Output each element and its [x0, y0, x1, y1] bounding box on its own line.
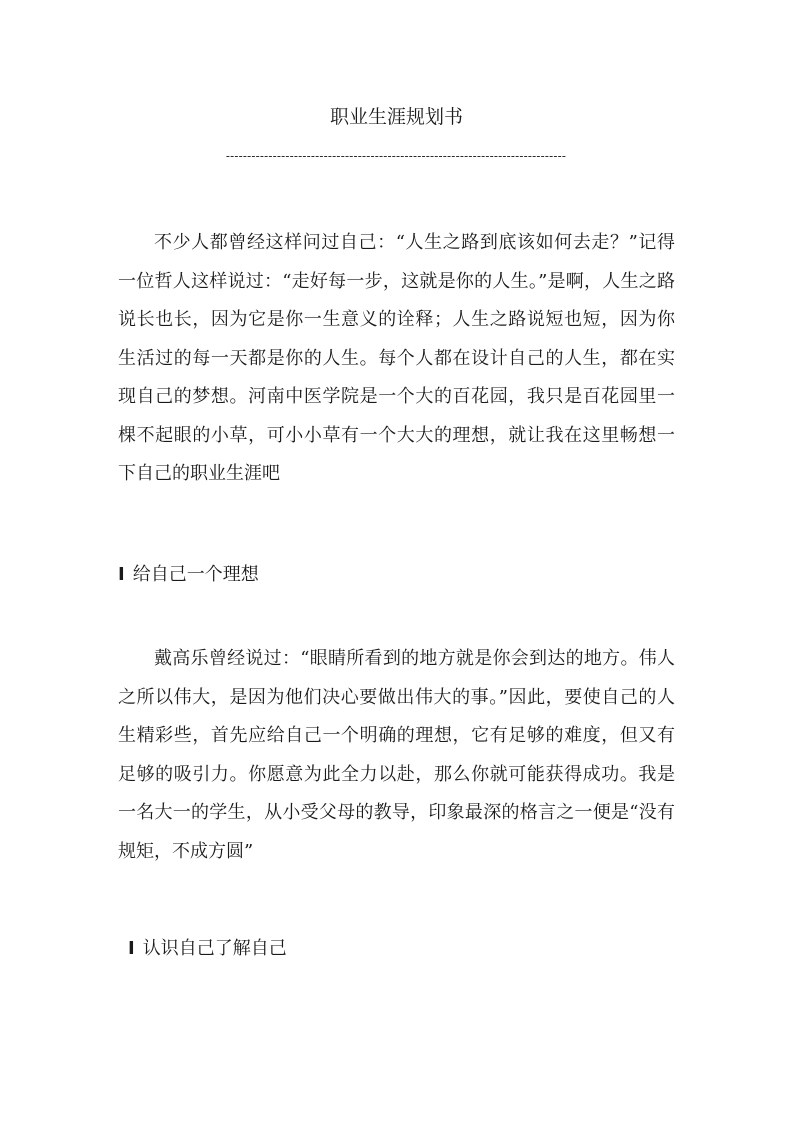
section-marker: I — [118, 564, 125, 585]
section-heading-ideal — [118, 562, 259, 588]
section-heading-text: 认识自己了解自己 — [142, 938, 287, 959]
section-heading-know-yourself — [128, 936, 287, 962]
page-title: 职业生涯规划书 — [329, 106, 463, 128]
ideal-paragraph: 戴高乐曾经说过：“眼睛所看到的地方就是你会到达的地方。伟人之所以伟大，是因为他们决心要做出伟大的事。”因此，要使自己的人生精彩些，首先应给自己一个明确的理想，它有足够的难度，但又有足够的吸引力。你愿意为此全力以赴，那么你就可能获得成功。我是一名大一的学生，从小受父母的教导，印象最深的格言之一便是“没有规矩，不成方圆” — [118, 648, 675, 862]
dashed-divider: -------------------------------------------------------------------------------- — [225, 149, 567, 163]
intro-paragraph: 不少人都曾经这样问过自己：“人生之路到底该如何去走？”记得一位哲人这样说过：“走好每一步，这就是你的人生。”是啊，人生之路说长也长，因为它是你一生意义的诠释；人生之路说短也短，因为你生活过的每一天都是你的人生。每个人都在设计自己的人生，都在实现自己的梦想。河南中医学院是一个大的百花园，我只是百花园里一棵不起眼的小草，可小小草有一个大大的理想，就让我在这里畅想一下自己的职业生涯吧 — [118, 232, 675, 484]
section-heading-text: 给自己一个理想 — [132, 564, 259, 585]
section-marker: I — [128, 938, 135, 959]
